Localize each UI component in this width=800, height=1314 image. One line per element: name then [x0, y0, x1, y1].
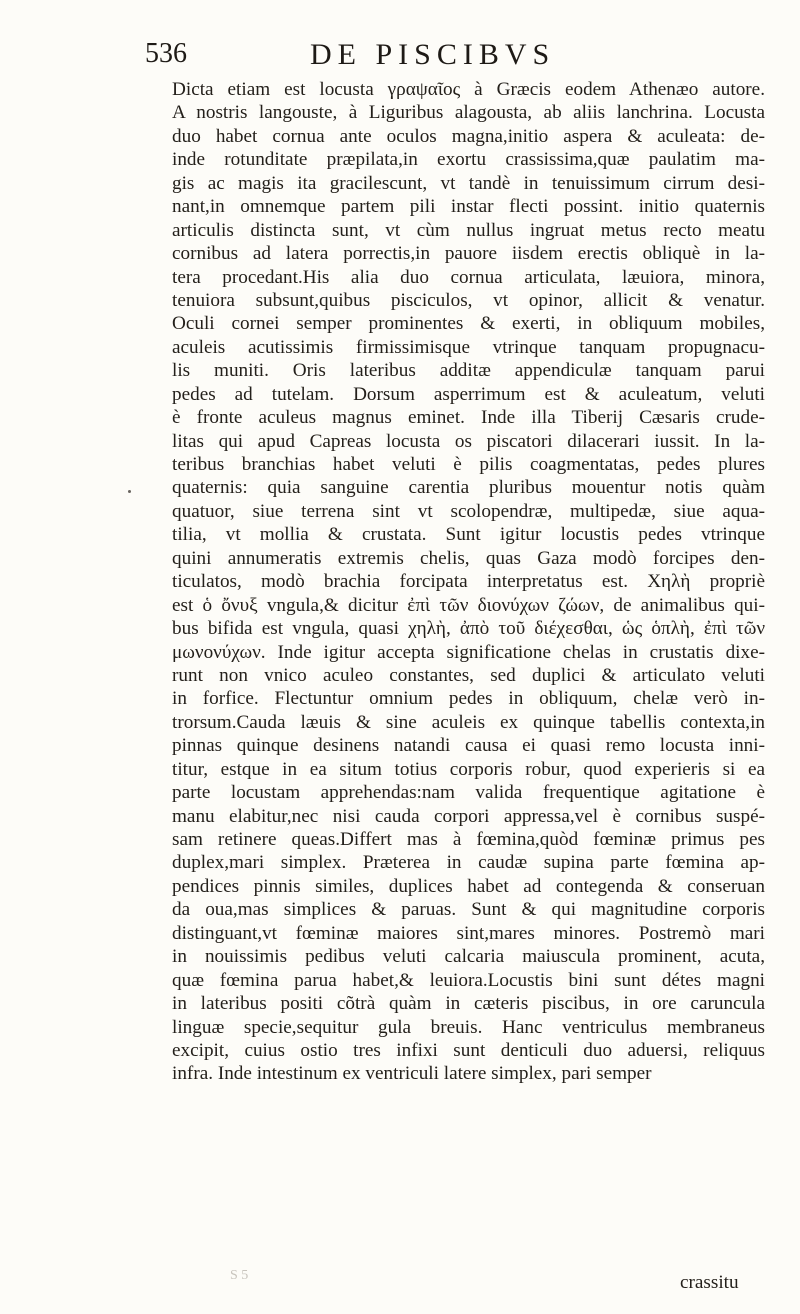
text-line: quaternis: quia sanguine carentia pluribus mouentur notis quàm	[172, 477, 765, 499]
text-line: duplex,mari simplex. Præterea in caudæ supina parte fœmina ap-	[172, 852, 765, 874]
text-line: Dicta etiam est locusta γραψαῖος à Græcis eodem Athenæo autore.	[172, 79, 765, 100]
text-line: teribus branchias habet veluti è pilis coagmentatas, pedes plures	[172, 454, 765, 475]
text-line: pinnas quinque desinens natandi causa ei quasi remo locusta inni-	[172, 735, 765, 757]
text-line: aculeis acutissimis firmissimisque vtrinque tanquam propugnacu-	[172, 336, 765, 358]
text-line: tenuiora subsunt,quibus pisciculos, vt opinor, allicit & venatur.	[172, 289, 765, 311]
catchword: crassitu	[680, 1272, 739, 1293]
text-line: lis muniti. Oris lateribus additæ appendiculæ tanquam parui	[172, 360, 765, 382]
text-line: litas qui apud Capreas locusta os piscatori dilacerari iussit. In la-	[172, 430, 765, 452]
text-line: da oua,mas simplices & paruas. Sunt & qui magnitudine corporis	[172, 899, 765, 921]
text-line: excipit, cuius ostio tres infixi sunt denticuli duo aduersi, reliquus	[172, 1039, 765, 1061]
text-line: quæ fœmina parua habet,& leuiora.Locustis bini sunt détes magni	[172, 969, 765, 991]
text-line: distinguant,vt fœminæ maiores sint,mares minores. Postremò mari	[172, 922, 765, 944]
signature-mark: S 5	[230, 1268, 249, 1283]
text-line: quini annumeratis extremis chelis, quas Gaza modò forcipes den-	[172, 547, 765, 569]
text-line: trorsum.Cauda læuis & sine aculeis ex quinque tabellis contexta,in	[172, 711, 765, 733]
text-line: parte locustam apprehendas:nam valida frequentique agitatione è	[172, 782, 765, 804]
text-line: tilia, vt mollia & crustata. Sunt igitur locustis pedes vtrinque	[172, 524, 765, 546]
text-line: sam retinere queas.Differt mas à fœmina,quòd fœminæ primus pes	[172, 829, 765, 850]
page-header	[145, 38, 765, 78]
body-text	[172, 78, 765, 1086]
text-line: Oculi cornei semper prominentes & exerti, in obliquum mobiles,	[172, 313, 765, 335]
text-line: A nostris langouste, à Liguribus alagousta, ab aliis lanchrina. Locusta	[172, 102, 765, 124]
text-line: tera procedant.His alia duo cornua articulata, læuiora, minora,	[172, 266, 765, 288]
page-number: 536	[145, 38, 187, 69]
text-line: infra. Inde intestinum ex ventriculi latere simplex, pari semper	[172, 1063, 652, 1085]
margin-dot	[128, 490, 131, 493]
text-line: inde rotunditate præpilata,in exortu crassissima,quæ paulatim ma-	[172, 149, 765, 171]
text-line: titur, estque in ea situm totius corporis robur, quod experieris si ea	[172, 758, 765, 780]
text-line: μωνονύχων. Inde igitur accepta significatione chelas in crustatis dixe-	[172, 641, 765, 663]
text-line: ticulatos, modò brachia forcipata interpretatus est. Χηλὴ propriè	[172, 571, 765, 593]
text-line: duo habet cornua ante oculos magna,initio aspera & aculeata: de-	[172, 125, 765, 147]
text-line: pedes ad tutelam. Dorsum asperrimum est & aculeatum, veluti	[172, 383, 765, 405]
text-line: est ὁ ὄνυξ vngula,& dicitur ἐπὶ τῶν διονύχων ζώων, de animalibus qui-	[172, 594, 765, 616]
text-line: runt non vnico aculeo constantes, sed duplici & articulato veluti	[172, 664, 765, 686]
text-line: in nouissimis pedibus veluti calcaria maiuscula prominent, acuta,	[172, 946, 765, 968]
text-line: gis ac magis ita gracilescunt, vt tandè in tenuissimum cirrum desi-	[172, 172, 765, 194]
text-line: pendices pinnis similes, duplices habet ad contegenda & conseruan	[172, 875, 765, 897]
text-line: quatuor, siue terrena sint vt scolopendræ, multipedæ, siue aqua-	[172, 500, 765, 522]
text-line: nant,in omnemque partem pili instar flecti possint. initio quaternis	[172, 196, 765, 218]
text-line: in forfice. Flectuntur omnium pedes in obliquum, chelæ verò in-	[172, 688, 765, 710]
text-line: articulis distincta sunt, vt cùm nullus ingruat metus recto meatu	[172, 219, 765, 241]
text-line: linguæ specie,sequitur gula breuis. Hanc ventriculus membraneus	[172, 1016, 765, 1038]
text-line: in lateribus positi cõtrà quàm in cæteris piscibus, in ore caruncula	[172, 993, 765, 1015]
text-line: manu elabitur,nec nisi cauda corpori appressa,vel è cornibus suspé-	[172, 805, 765, 827]
running-head: DE PISCIBVS	[310, 38, 556, 71]
text-line: è fronte aculeus magnus eminet. Inde illa Tiberij Cæsaris crude-	[172, 407, 765, 429]
text-line: cornibus ad latera porrectis,in pauore iisdem erectis obliquè in la-	[172, 243, 765, 265]
text-line: bus bifida est vngula, quasi χηλὴ, ἀπὸ τοῦ διέχεσθαι, ὡς ὁπλὴ, ἐπὶ τῶν	[172, 618, 765, 640]
